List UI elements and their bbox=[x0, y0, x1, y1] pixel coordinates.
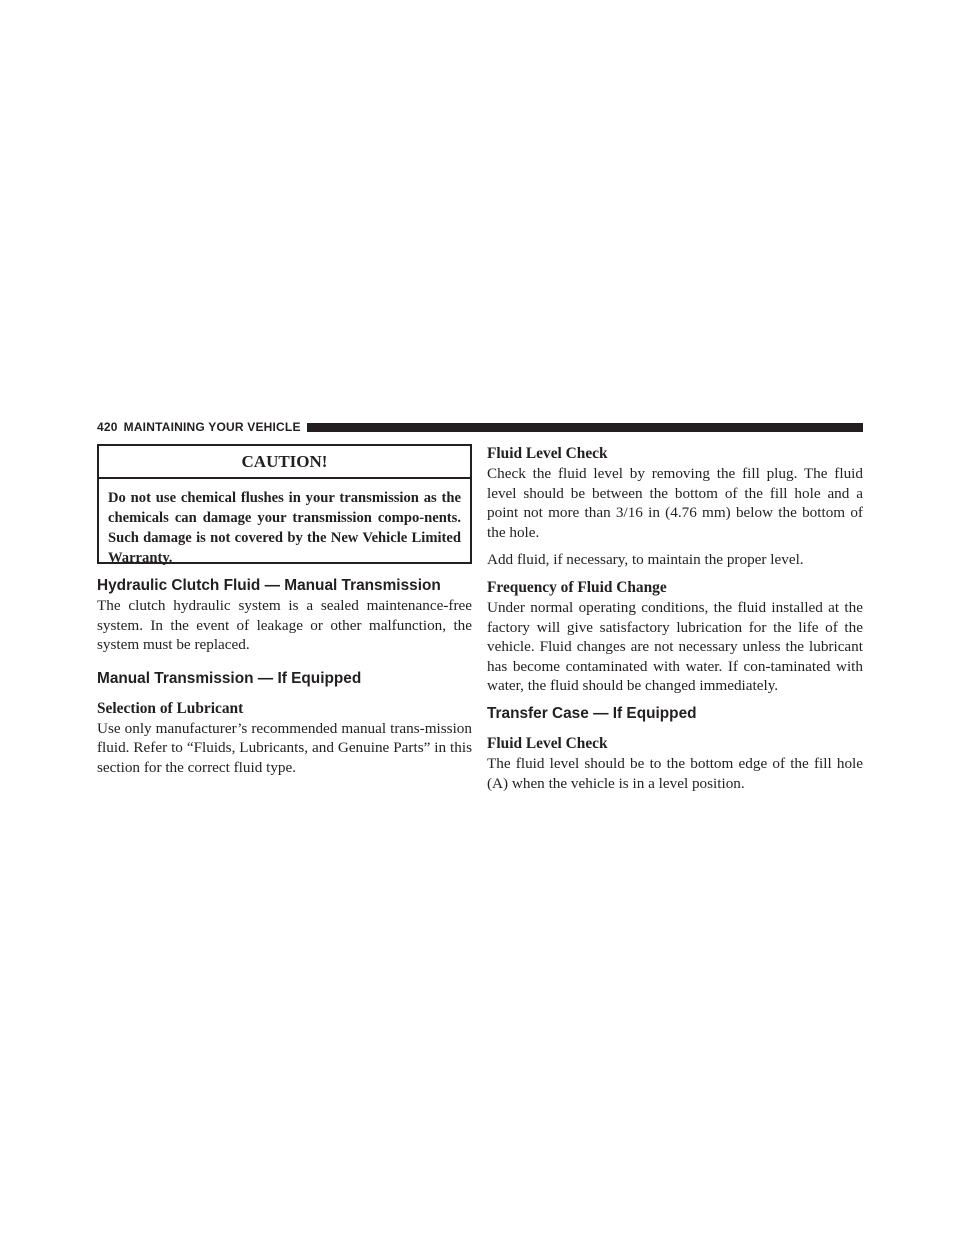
selection-of-lubricant-paragraph: Use only manufacturer’s recommended manual trans-mission fluid. Refer to “Fluids, Lubricants, and Genuine Parts” in this section for the correct fluid type. bbox=[97, 719, 472, 776]
caution-box bbox=[97, 444, 472, 564]
header-rule bbox=[307, 423, 863, 432]
fluid-level-check-subheading: Fluid Level Check bbox=[487, 445, 608, 462]
transfer-fluid-level-check-paragraph: The fluid level should be to the bottom edge of the fill hole (A) when the vehicle is in a level position. bbox=[487, 754, 863, 792]
fluid-level-check-paragraph: Check the fluid level by removing the fill plug. The fluid level should be between the bottom of the fill hole and a point not more than 3/16 in (4.76 mm) below the bottom of the hole. bbox=[487, 465, 863, 541]
page-header bbox=[97, 419, 863, 435]
hydraulic-clutch-heading: Hydraulic Clutch Fluid — Manual Transmission bbox=[97, 577, 441, 594]
hydraulic-clutch-paragraph: The clutch hydraulic system is a sealed maintenance-free system. In the event of leakage or other malfunction, the system must be replaced. bbox=[97, 597, 472, 654]
section-title: MAINTAINING YOUR VEHICLE bbox=[123, 420, 301, 434]
left-column bbox=[97, 444, 472, 778]
frequency-subheading: Frequency of Fluid Change bbox=[487, 578, 667, 596]
transfer-fluid-level-check-subheading: Fluid Level Check bbox=[487, 734, 608, 752]
caution-title: CAUTION! bbox=[99, 446, 470, 479]
add-fluid-paragraph: Add fluid, if necessary, to maintain the proper level. bbox=[487, 551, 804, 569]
page-number: 420 bbox=[97, 420, 118, 434]
right-column bbox=[487, 444, 863, 793]
caution-text: Do not use chemical flushes in your transmission as the chemicals can damage your transmission compo-nents. Such damage is not covered by the New Vehicle Limited Warranty. bbox=[108, 490, 461, 566]
manual-transmission-heading: Manual Transmission — If Equipped bbox=[97, 669, 362, 687]
transfer-case-heading: Transfer Case — If Equipped bbox=[487, 704, 697, 722]
frequency-paragraph: Under normal operating conditions, the fluid installed at the factory will give satisfactory lubrication for the life of the vehicle. Fluid changes are not necessary unless the lubricant has become contaminated with water. If con-taminated with water, the fluid should be changed immediately. bbox=[487, 598, 863, 695]
selection-of-lubricant-subheading: Selection of Lubricant bbox=[97, 699, 244, 717]
